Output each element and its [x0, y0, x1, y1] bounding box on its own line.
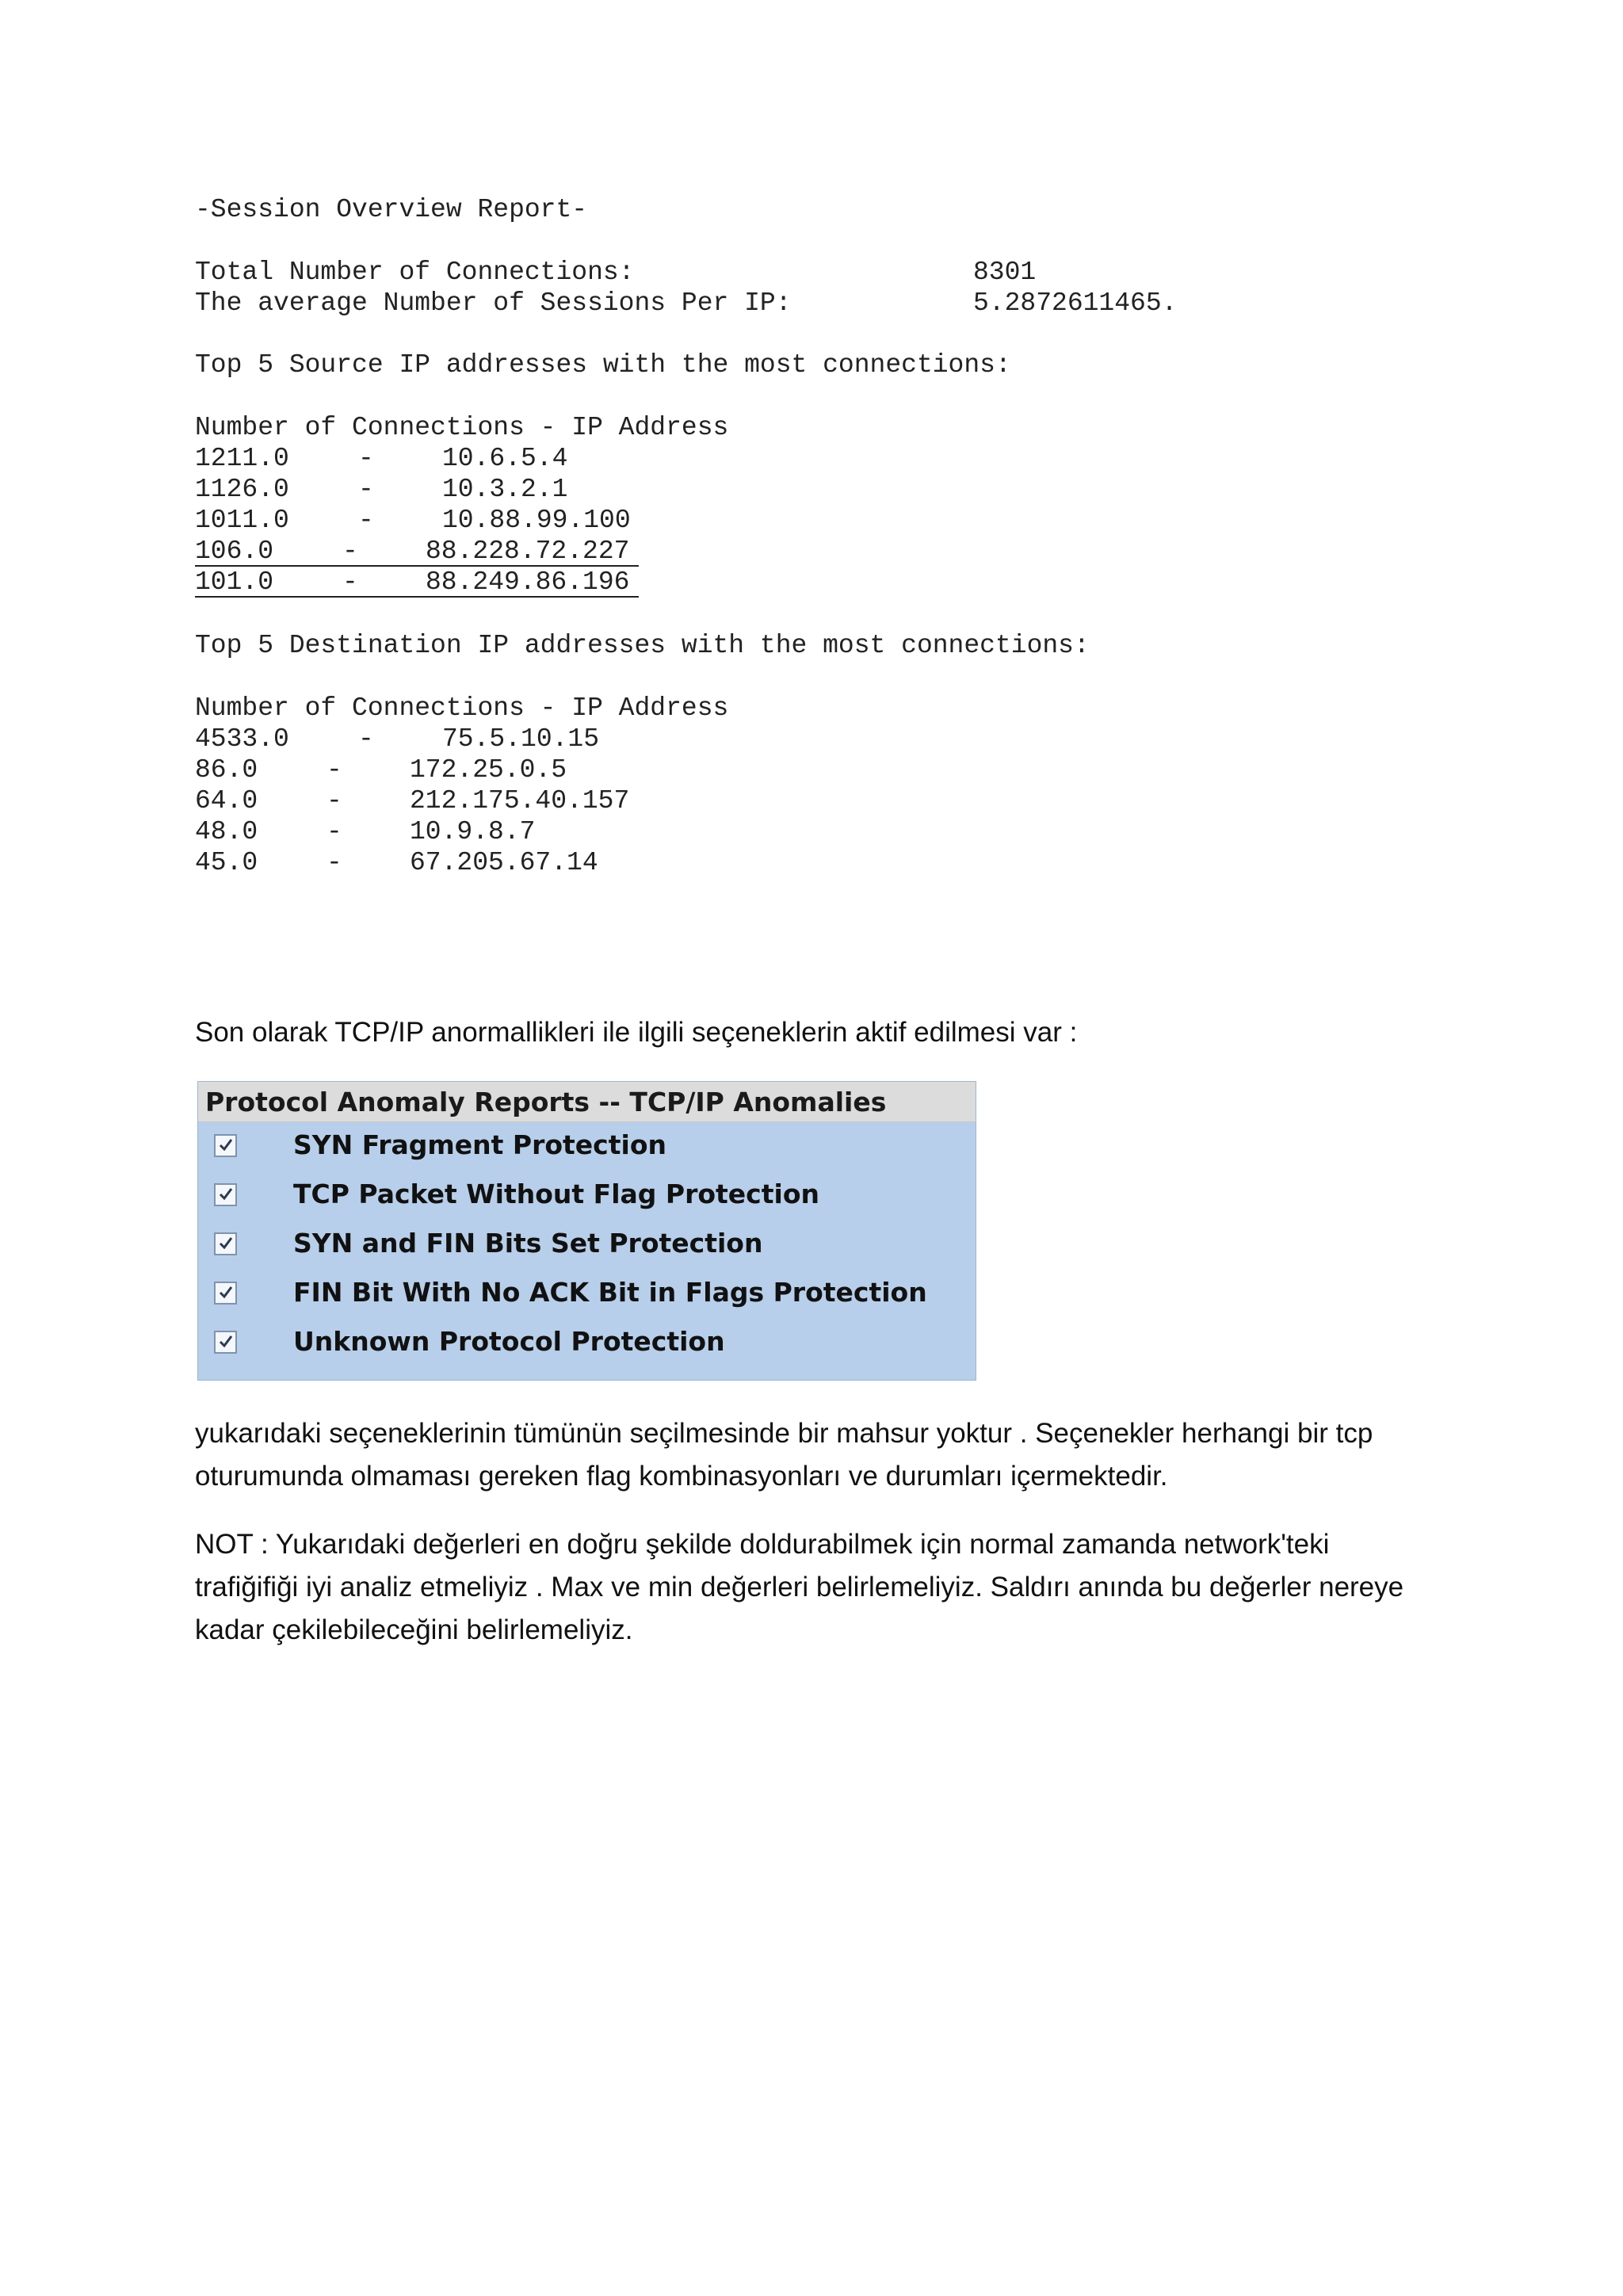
panel-title: Protocol Anomaly Reports -- TCP/IP Anomalies	[205, 1087, 887, 1117]
anomaly-option-syn-fragment	[198, 1123, 976, 1172]
anomaly-option-tcp-no-flag	[198, 1172, 976, 1221]
separator: -	[342, 567, 358, 597]
table-row	[195, 536, 639, 567]
separator: -	[327, 786, 342, 816]
connection-count: 1011.0	[195, 506, 289, 535]
ip-address: 10.9.8.7	[410, 817, 536, 846]
connection-count: 64.0	[195, 786, 258, 816]
ip-address: 67.205.67.14	[410, 848, 598, 877]
connection-count: 48.0	[195, 817, 258, 846]
checkbox-checked-icon[interactable]	[214, 1134, 237, 1157]
top-destinations-columns: Number of Connections - IP Address	[195, 693, 729, 723]
body-paragraph-1	[195, 1412, 1431, 1498]
avg-sessions-label: The average Number of Sessions Per IP:	[195, 288, 792, 318]
option-label: Unknown Protocol Protection	[293, 1326, 725, 1357]
checkbox-checked-icon[interactable]	[214, 1331, 237, 1354]
connection-count: 4533.0	[195, 724, 289, 754]
total-connections-value: 8301	[973, 258, 1037, 287]
option-label: SYN and FIN Bits Set Protection	[293, 1228, 763, 1259]
anomaly-option-unknown-protocol	[198, 1320, 976, 1369]
separator: -	[327, 817, 342, 846]
ip-address: 88.249.86.196	[426, 567, 630, 597]
table-row	[195, 567, 639, 598]
option-label: FIN Bit With No ACK Bit in Flags Protection	[293, 1277, 927, 1308]
panel-header	[198, 1082, 976, 1122]
top-sources-heading: Top 5 Source IP addresses with the most connections:	[195, 350, 1011, 380]
intro-text	[195, 1011, 1431, 1054]
ip-address: 10.88.99.100	[442, 506, 631, 535]
table-row	[195, 755, 639, 785]
separator: -	[327, 755, 342, 785]
top-sources-table	[195, 443, 647, 598]
ip-address: 212.175.40.157	[410, 786, 630, 816]
connection-count: 101.0	[195, 567, 274, 597]
checkbox-checked-icon[interactable]	[214, 1232, 237, 1255]
checkbox-checked-icon[interactable]	[214, 1183, 237, 1206]
top-destinations-heading: Top 5 Destination IP addresses with the most connections:	[195, 631, 1090, 660]
ip-address: 172.25.0.5	[410, 755, 567, 785]
body-paragraph-2	[195, 1523, 1431, 1652]
connection-count: 106.0	[195, 537, 274, 566]
ip-address: 75.5.10.15	[442, 724, 600, 754]
anomaly-settings-panel	[197, 1081, 976, 1381]
table-row	[195, 785, 639, 816]
anomaly-option-fin-no-ack	[198, 1270, 976, 1320]
anomaly-option-syn-fin	[198, 1221, 976, 1270]
separator: -	[358, 724, 374, 754]
intro-paragraph: Son olarak TCP/IP anormallikleri ile ilgili seçeneklerin aktif edilmesi var :	[195, 1017, 1078, 1048]
top-destinations-table	[195, 724, 647, 878]
ip-address: 10.3.2.1	[442, 475, 568, 504]
paragraph: NOT : Yukarıdaki değerleri en doğru şekilde doldurabilmek için normal zamanda network'teki trafiğifiği iyi analiz etmeliyiz . Max ve min değerleri belirlemeliyiz. Saldırı anında bu değerler nereye kadar çekilebileceğini belirlemeliyiz.	[195, 1529, 1404, 1645]
separator: -	[358, 506, 374, 535]
table-row	[195, 724, 639, 755]
connection-count: 1211.0	[195, 444, 289, 473]
option-label: TCP Packet Without Flag Protection	[293, 1179, 819, 1209]
connection-count: 45.0	[195, 848, 258, 877]
avg-sessions-value: 5.2872611465.	[973, 288, 1178, 318]
table-row	[195, 816, 639, 847]
checkbox-checked-icon[interactable]	[214, 1282, 237, 1305]
total-connections-label: Total Number of Connections:	[195, 258, 635, 287]
paragraph: yukarıdaki seçeneklerinin tümünün seçilmesinde bir mahsur yoktur . Seçenekler herhangi bir tcp oturumunda olmaması gereken flag kombinasyonları ve durumları içermektedir.	[195, 1418, 1373, 1492]
report-title: -Session Overview Report-	[195, 195, 588, 224]
top-sources-columns: Number of Connections - IP Address	[195, 413, 729, 442]
connection-count: 86.0	[195, 755, 258, 785]
separator: -	[358, 475, 374, 504]
table-row	[195, 474, 639, 505]
ip-address: 10.6.5.4	[442, 444, 568, 473]
connection-count: 1126.0	[195, 475, 289, 504]
table-row	[195, 505, 639, 536]
table-row	[195, 443, 639, 474]
option-label: SYN Fragment Protection	[293, 1129, 666, 1160]
table-row	[195, 847, 639, 878]
separator: -	[358, 444, 374, 473]
ip-address: 88.228.72.227	[426, 537, 630, 566]
separator: -	[327, 848, 342, 877]
separator: -	[342, 537, 358, 566]
